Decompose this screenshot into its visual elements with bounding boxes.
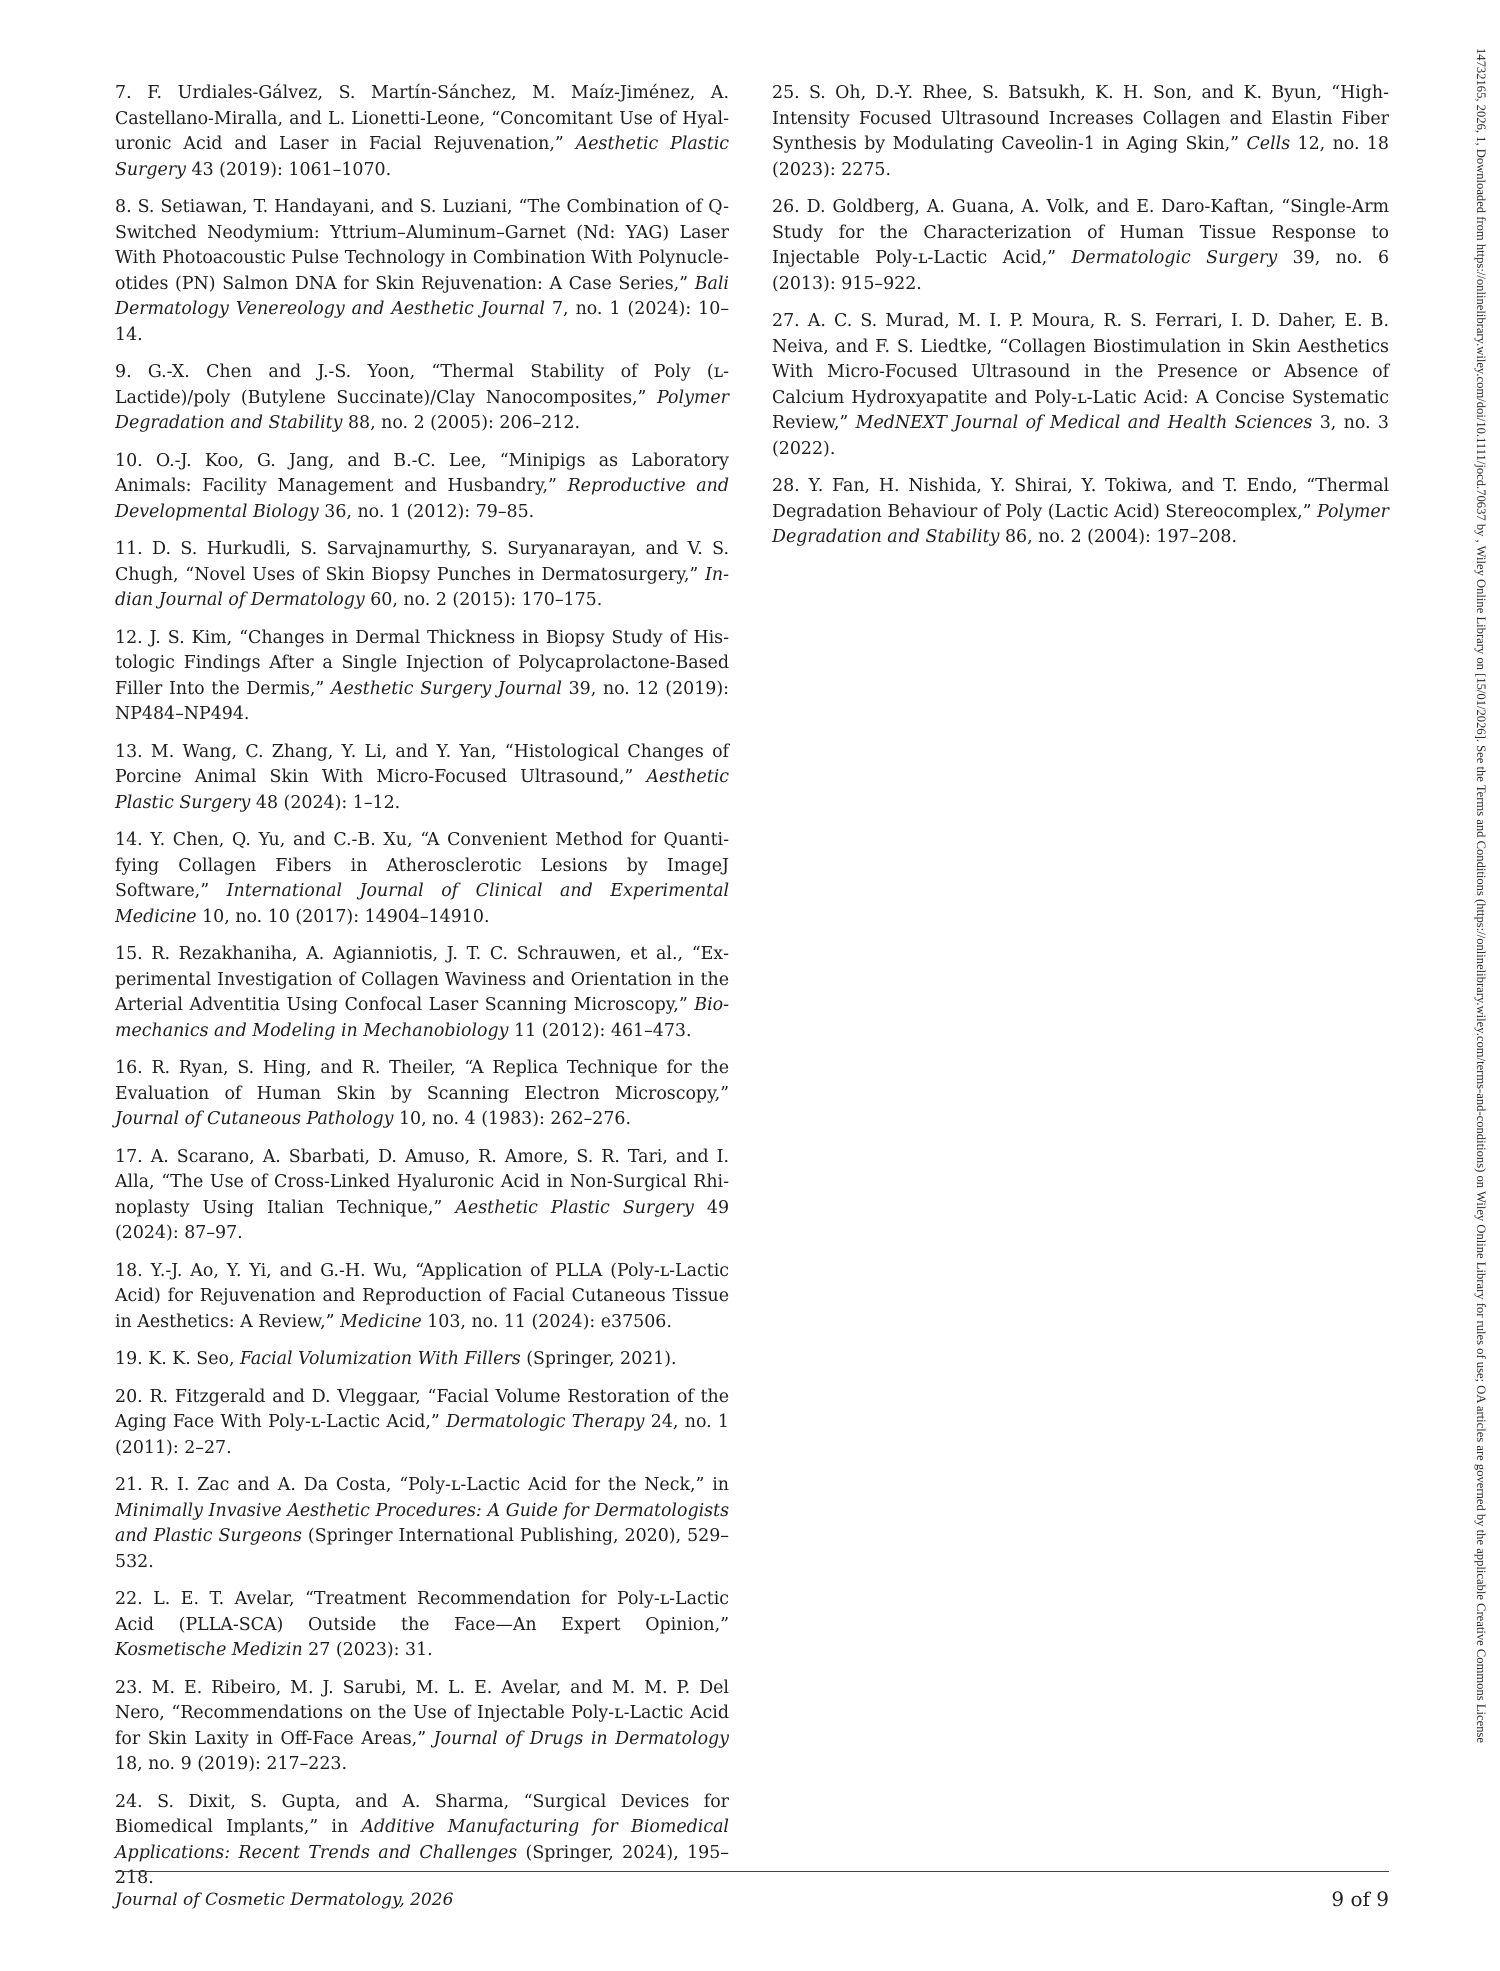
reference-source: MedNEXT Journal of Medical and Health Sciences	[855, 413, 1313, 433]
reference-entry	[115, 1385, 729, 1462]
reference-text: A. Scarano, A. Sbarbati, D. Amuso, R. Amore, S. R. Tari, and I. Alla, “The Use of Cross-Linked Hyaluronic Acid in Non-Surgical Rhinoplasty Using Italian Technique,”	[115, 1146, 730, 1218]
reference-text: L. E. T. Avelar, “Treatment Recommendation for Poly-ʟ-Lactic Acid (PLLA-SCA) Outside the Face—An Expert Opinion,”	[115, 1589, 729, 1635]
reference-text: R. Ryan, S. Hing, and R. Theiler, “A Replica Technique for the Evaluation of Human Skin by Scanning Electron Microscopy,”	[115, 1058, 729, 1104]
reference-text: O.-J. Koo, G. Jang, and B.-C. Lee, “Minipigs as Laboratory Animals: Facility Management and Husbandry,”	[115, 450, 729, 496]
reference-text: S. Setiawan, T. Handayani, and S. Luziani, “The Combination of Q-Switched Neodymium: Yttrium–Aluminum–Garnet (Nd: YAG) Laser With Photoacoustic Pulse Technology in Combination With Polynucleotides (PN) Salmon DNA for Skin Rejuvenation: A Case Series,”	[115, 197, 729, 294]
reference-text: 36, no. 1 (2012): 79–85.	[318, 501, 535, 522]
reference-text: 11 (2012): 461–473.	[508, 1020, 692, 1041]
reference-text: 10, no. 4 (1983): 262–276.	[393, 1109, 632, 1129]
footer-journal-title: Journal of Cosmetic Dermatology, 2026	[115, 1890, 454, 1910]
reference-text: 60, no. 2 (2015): 170–175.	[364, 590, 603, 610]
reference-text: R. Fitzgerald and D. Vleggaar, “Facial Volume Restoration of the Aging Face With Poly-ʟ-Lactic Acid,”	[115, 1386, 729, 1432]
reference-number: 25.	[772, 83, 800, 103]
reference-text: G.-X. Chen and J.-S. Yoon, “Thermal Stability of Poly (ʟ-Lactide)/poly (Butylene Succinate)/Clay Nanocomposites,”	[115, 362, 729, 408]
reference-entry	[115, 195, 729, 348]
reference-number: 19.	[115, 1349, 143, 1369]
reference-entry	[772, 81, 1389, 183]
reference-text: Y. Fan, H. Nishida, Y. Shirai, Y. Tokiwa, and T. Endo, “Thermal Degradation Behaviour of Poly (Lactic Acid) Stereocomplex,”	[772, 476, 1389, 522]
reference-text: D. S. Hurkudli, S. Sarvajnamurthy, S. Suryanarayan, and V. S. Chugh, “Novel Uses of Skin Biopsy Punches in Dermatosurgery,”	[115, 539, 729, 585]
reference-entry	[115, 740, 729, 817]
reference-number: 17.	[115, 1146, 143, 1167]
reference-text: S. Oh, D.-Y. Rhee, S. Batsukh, K. H. Son, and K. Byun, “High-Intensity Focused Ultrasound Increases Collagen and Elastin Fiber Synthesis by Modulating Caveolin-1 in Aging Skin,”	[772, 83, 1390, 154]
reference-number: 13.	[115, 741, 143, 762]
reference-text: A. C. S. Murad, M. I. P. Moura, R. S. Ferrari, I. D. Daher, E. B. Neiva, and F. S. Liedtke, “Collagen Biostimulation in Skin Aesthetics With Micro-Focused Ultrasound in the Presence or Absence of Calcium Hydroxyapatite and Poly-ʟ-Latic Acid: A Concise Systematic Review,”	[772, 311, 1389, 433]
reference-text: (Springer, 2021).	[520, 1349, 677, 1369]
reference-text: Y.-J. Ao, Y. Yi, and G.-H. Wu, “Application of PLLA (Poly-ʟ-Lactic Acid) for Rejuvenation and Reproduction of Facial Cutaneous Tissue in Aesthetics: A Review,”	[115, 1260, 730, 1332]
reference-source: Indian Journal of Dermatology	[115, 564, 729, 610]
reference-source: Additive Manufacturing for Biomedical Applications: Recent Trends and Challenges	[115, 1817, 729, 1863]
reference-text: J. S. Kim, “Changes in Dermal Thickness in Biopsy Study of Histologic Findings After a Single Injection of Polycaprolactone-Based Filler Into the Dermis,”	[115, 627, 729, 699]
reference-entry	[772, 195, 1389, 297]
reference-source: Dermatologic Surgery	[1071, 248, 1278, 268]
reference-text: S. Dixit, S. Gupta, and A. Sharma, “Surgical Devices for Biomedical Implants,” in	[115, 1791, 729, 1837]
reference-source: Minimally Invasive Aesthetic Procedures: A Guide for Dermatologists and Plastic Surgeons	[115, 1500, 729, 1546]
reference-text: K. K. Seo,	[148, 1349, 241, 1369]
reference-text: F. Urdiales-Gálvez, S. Martín-Sánchez, M. Maíz-Jiménez, A. Castellano-Miralla, and L. Lionetti-Leone, “Concomitant Use of Hyaluronic Acid and Laser in Facial Rejuvenation,”	[115, 83, 730, 154]
reference-entry	[772, 309, 1389, 462]
reference-number: 10.	[115, 450, 143, 471]
reference-source: Journal of Drugs in Dermatology	[433, 1728, 729, 1749]
reference-number: 8.	[115, 197, 132, 217]
reference-entry	[115, 1790, 729, 1892]
reference-text: R. I. Zac and A. Da Costa, “Poly-ʟ-Lactic Acid for the Neck,” in	[150, 1475, 729, 1495]
reference-text: 12, no. 18 (2023): 2275.	[772, 134, 1389, 180]
reference-source: Journal of Cutaneous Pathology	[115, 1109, 394, 1129]
footer-divider	[115, 1871, 1389, 1872]
reference-number: 14.	[115, 830, 143, 850]
references-right-column	[772, 81, 1389, 563]
reference-text: D. Goldberg, A. Guana, A. Volk, and E. Daro-Kaftan, “Single-Arm Study for the Characterization of Human Tissue Response to Injectable Poly-ʟ-Lactic Acid,”	[772, 197, 1389, 268]
download-side-note: 14732165, 2026, 1, Downloaded from https://onlinelibrary.wiley.com/doi/10.1111/jocd.70637 by , Wiley Online Library on [15/01/2026]. See the Terms and Conditions (https://onlinelibrary.wiley.com/terms-and-conditions) on Wiley Online Library for rules of use; OA articles are governed by the applicable Creative Commons License	[1474, 48, 1488, 1743]
reference-source: Aesthetic Plastic Surgery	[115, 767, 729, 813]
reference-number: 22.	[115, 1589, 143, 1609]
reference-entry	[115, 360, 729, 437]
reference-source: Facial Volumization With Fillers	[240, 1349, 521, 1369]
reference-entry	[115, 1259, 729, 1336]
reference-text: M. E. Ribeiro, M. J. Sarubi, M. L. E. Avelar, and M. M. P. Del Nero, “Recommendations on the Use of Injectable Poly-ʟ-Lactic Acid for Skin Laxity in Off-Face Areas,”	[115, 1677, 729, 1749]
reference-number: 16.	[115, 1058, 143, 1078]
reference-number: 15.	[115, 944, 143, 964]
reference-source: Polymer Degradation and Stability	[115, 387, 729, 433]
reference-source: Medicine	[340, 1311, 422, 1332]
reference-text: 103, no. 11 (2024): e37506.	[421, 1311, 672, 1332]
reference-entry	[115, 828, 729, 930]
reference-number: 12.	[115, 627, 143, 648]
reference-number: 21.	[115, 1475, 143, 1495]
reference-text: 39, no. 12 (2019): NP484–NP494.	[115, 678, 729, 724]
reference-number: 20.	[115, 1386, 143, 1407]
reference-number: 27.	[772, 311, 800, 331]
reference-entry	[115, 81, 729, 183]
reference-source: Aesthetic Surgery Journal	[330, 678, 562, 699]
reference-number: 26.	[772, 197, 800, 217]
reference-number: 24.	[115, 1791, 143, 1812]
reference-number: 28.	[772, 476, 800, 496]
reference-source: Bali Dermatology Venereology and Aesthetic Journal	[115, 273, 729, 319]
reference-source: International Journal of Clinical and Experimental Medicine	[115, 881, 729, 927]
reference-source: Aesthetic Plastic Surgery	[455, 1197, 694, 1218]
reference-text: (Springer International Publishing, 2020), 529–532.	[115, 1526, 729, 1572]
reference-entry	[115, 1347, 729, 1373]
reference-source: Biomechanics and Modeling in Mechanobiology	[115, 995, 729, 1041]
reference-text: 18, no. 9 (2019): 217–223.	[115, 1754, 348, 1774]
reference-text: (Springer, 2024), 195–218.	[115, 1842, 729, 1888]
reference-entry	[115, 1145, 729, 1247]
reference-text: 24, no. 1 (2011): 2–27.	[115, 1412, 729, 1458]
reference-entry	[115, 1587, 729, 1664]
reference-text: 48 (2024): 1–12.	[250, 792, 401, 813]
reference-text: 86, no. 2 (2004): 197–208.	[999, 527, 1237, 547]
reference-text: 10, no. 10 (2017): 14904–14910.	[196, 906, 490, 927]
reference-source: Polymer Degradation and Stability	[772, 501, 1389, 547]
reference-source: Cells	[1246, 134, 1291, 154]
reference-entry	[115, 537, 729, 614]
reference-source: Dermatologic Therapy	[446, 1412, 645, 1432]
reference-number: 9.	[115, 362, 132, 382]
reference-text: 27 (2023): 31.	[302, 1640, 433, 1660]
reference-entry	[772, 474, 1389, 551]
reference-text: R. Rezakhaniha, A. Agianniotis, J. T. C. Schrauwen, et al., “Experimental Investigation of Collagen Waviness and Orientation in the Arterial Adventitia Using Confocal Laser Scanning Microscopy,”	[115, 944, 729, 1015]
reference-entry	[115, 1056, 729, 1133]
references-left-column	[115, 81, 729, 1904]
footer-page-number: 9 of 9	[1331, 1887, 1389, 1911]
reference-number: 23.	[115, 1677, 143, 1698]
reference-entry	[115, 1676, 729, 1778]
reference-number: 18.	[115, 1260, 143, 1281]
reference-text: 7, no. 1 (2024): 10–14.	[115, 299, 730, 345]
reference-text: 3, no. 3 (2022).	[772, 413, 1389, 459]
reference-source: Reproductive and Developmental Biology	[115, 476, 729, 522]
reference-text: 43 (2019): 1061–1070.	[186, 159, 392, 180]
reference-text: 49 (2024): 87–97.	[115, 1197, 730, 1243]
reference-number: 7.	[115, 83, 132, 103]
reference-source: Aesthetic Plastic Surgery	[115, 134, 730, 180]
reference-source: Kosmetische Medizin	[115, 1640, 303, 1660]
reference-entry	[115, 449, 729, 526]
reference-text: Y. Chen, Q. Yu, and C.-B. Xu, “A Convenient Method for Quantifying Collagen Fibers in Atherosclerotic Lesions by ImageJ Software,”	[115, 830, 730, 901]
reference-entry	[115, 942, 729, 1044]
reference-entry	[115, 626, 729, 728]
reference-entry	[115, 1473, 729, 1575]
reference-number: 11.	[115, 539, 143, 559]
reference-text: 88, no. 2 (2005): 206–212.	[342, 413, 580, 433]
reference-text: M. Wang, C. Zhang, Y. Li, and Y. Yan, “Histological Changes of Porcine Animal Skin With Micro-Focused Ultrasound,”	[115, 741, 729, 787]
reference-text: 39, no. 6 (2013): 915–922.	[772, 248, 1390, 294]
